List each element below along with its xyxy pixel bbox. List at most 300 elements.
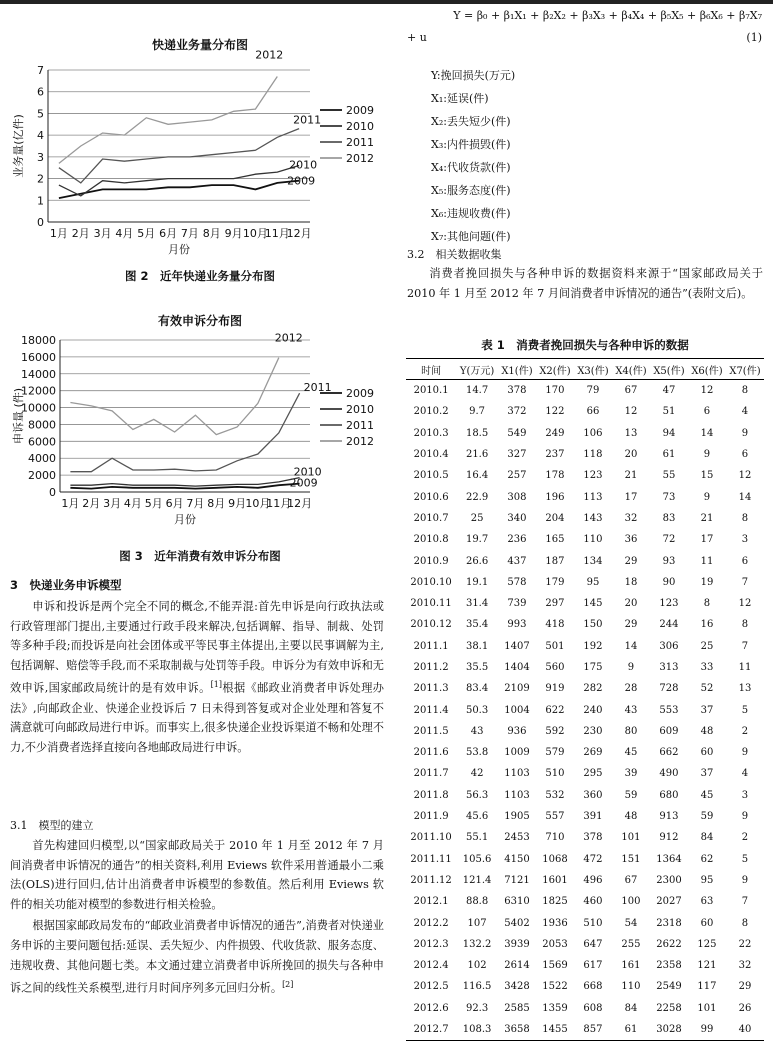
table-cell: 3939 [504, 938, 530, 950]
table-cell: 21.6 [465, 449, 489, 461]
table-cell: 608 [583, 1002, 603, 1014]
y-tick-label: 5 [37, 107, 44, 121]
table-cell: 9 [741, 747, 749, 759]
variable-item: X₃:内件损毁(件) [431, 138, 511, 151]
table-cell: 255 [621, 938, 641, 950]
table-cell: 2011.1 [413, 640, 449, 652]
table-cell: 38.1 [465, 640, 489, 652]
table-cell: 37 [700, 704, 714, 716]
table-cell: 1936 [542, 917, 568, 929]
table-cell: 2011.10 [410, 832, 452, 844]
table-cell: 63 [700, 896, 714, 908]
table-row [406, 572, 764, 593]
table-cell: 19.1 [465, 576, 489, 588]
y-tick-label: 2 [37, 172, 44, 186]
x-tick-label: 3月 [93, 227, 112, 240]
table-cell: 14 [700, 427, 714, 439]
x-tick-label: 7月 [180, 227, 199, 240]
table-cell: 710 [545, 832, 565, 844]
table-cell: 308 [507, 491, 527, 503]
y-axis-label: 业务量(亿件) [12, 114, 25, 178]
table-cell: 857 [574, 1019, 612, 1041]
table-cell: 391 [583, 811, 603, 823]
fig3-chart [10, 330, 390, 530]
table-cell: 460 [583, 896, 603, 908]
table-cell: 2012.4 [413, 960, 449, 972]
table-cell: 12 [700, 385, 714, 397]
x-tick-label: 1月 [49, 227, 68, 240]
y-tick-label: 2000 [28, 469, 56, 483]
table-cell: 95 [586, 576, 600, 588]
fig3-caption: 图 3 近年消费有效申诉分布图 [119, 549, 281, 563]
fig2-chart [10, 48, 390, 262]
equation-line2: + u [407, 31, 427, 44]
table-cell: 118 [583, 449, 603, 461]
table-cell: 45.6 [465, 811, 489, 823]
table-cell: 22.9 [465, 491, 489, 503]
table-cell: 18 [624, 576, 638, 588]
table-cell: 3428 [504, 981, 530, 993]
table-cell: 549 [507, 427, 527, 439]
x-tick-label: 12月 [287, 497, 313, 510]
table-cell: 496 [583, 874, 603, 886]
table-row [406, 785, 764, 806]
variable-item: X₁:延误(件) [431, 92, 489, 105]
table-cell: 680 [659, 789, 679, 801]
table-cell: 340 [507, 512, 527, 524]
table-cell: 175 [583, 662, 603, 673]
table-cell: 230 [583, 725, 603, 737]
table-row [406, 380, 764, 402]
table-cell: 170 [545, 385, 565, 397]
table-row [406, 444, 764, 465]
series-end-label: 2012 [274, 331, 303, 345]
table-cell: 12 [738, 470, 752, 482]
table-cell: 9 [741, 427, 749, 439]
table-cell: 84 [700, 832, 714, 844]
table-cell: 912 [659, 832, 679, 844]
series-line-2011 [59, 129, 299, 183]
table-row [406, 657, 764, 678]
table-cell: 9 [741, 874, 749, 886]
x-tick-label: 8月 [207, 497, 226, 510]
table-cell: 22 [738, 938, 752, 950]
table-cell: 110 [621, 981, 641, 993]
table-cell: 67 [624, 874, 638, 886]
legend-label: 2009 [346, 387, 374, 400]
table-row [406, 976, 764, 997]
table-cell: 7 [741, 576, 749, 588]
table-cell: 92.3 [465, 1002, 489, 1014]
table-cell: 43 [624, 704, 638, 716]
table-cell: 553 [659, 704, 679, 716]
table-cell: 83.4 [465, 683, 489, 695]
table-cell: 2010.11 [410, 598, 452, 610]
x-tick-label: 12月 [286, 227, 312, 240]
table-row [406, 998, 764, 1019]
x-tick-label: 9月 [224, 227, 243, 240]
table-cell: 2012.2 [413, 917, 449, 929]
table-cell: 7 [741, 896, 749, 908]
table-cell: 61 [662, 449, 676, 461]
table-cell: 249 [545, 427, 565, 439]
table-cell: 26.6 [465, 555, 489, 567]
table-cell: 165 [545, 534, 565, 546]
table-cell: 269 [583, 747, 603, 759]
table-cell: 1004 [504, 704, 530, 716]
y-tick-label: 1 [37, 194, 44, 208]
series-line-2009 [59, 181, 299, 198]
table-cell: 5 [741, 704, 749, 716]
table-cell: 25 [470, 512, 484, 524]
table-cell: 99 [688, 1019, 726, 1041]
series-line-2011 [70, 393, 299, 472]
table-row [406, 955, 764, 976]
table-row [406, 849, 764, 870]
legend-label: 2009 [346, 104, 374, 117]
table-row [406, 827, 764, 848]
table-cell: 8 [741, 512, 749, 524]
y-tick-label: 7 [37, 64, 44, 77]
table-cell: 117 [697, 981, 717, 993]
table-cell: 45 [700, 789, 714, 801]
section31-para: 首先构建回归模型,以“国家邮政局关于 2010 年 1 月至 2012 年 7 月间消费者申诉情况的通告”的相关资料,利用 Eviews 软件采用普通最小二乘法(OLS)进行回归,估计出消费者申诉模型的参数值。然后利用 Eviews 软件的相关功能对模型的参数进行相关检验。 [10, 839, 384, 911]
table-cell: 121.4 [462, 874, 492, 886]
table-row [406, 763, 764, 784]
table-cell: 510 [545, 768, 565, 780]
y-axis-label: 申诉量 (件) [12, 387, 25, 445]
table-cell: 121 [697, 960, 717, 972]
table-cell: 437 [507, 555, 527, 567]
table-cell: 29 [738, 981, 752, 993]
table-cell: 12 [624, 406, 638, 418]
section3-heading: 3 快递业务申诉模型 [10, 578, 122, 592]
table-cell: 14.7 [465, 385, 489, 397]
table-header-row [406, 359, 764, 380]
table-cell: 306 [659, 640, 679, 652]
table-row [406, 486, 764, 507]
table-header-cell: X5(件) [650, 359, 688, 380]
x-tick-label: 11月 [264, 227, 290, 240]
table-cell: 20 [624, 449, 638, 461]
ref1-marker: [1] [210, 680, 222, 690]
table-cell: 192 [583, 640, 603, 652]
x-tick-label: 2月 [71, 227, 90, 240]
table-cell: 54 [624, 917, 638, 929]
table-cell: 32 [738, 960, 752, 972]
table-cell: 2011.7 [413, 768, 449, 780]
table-cell: 2585 [504, 1002, 530, 1014]
y-tick-label: 16000 [21, 350, 56, 364]
table-cell: 501 [545, 640, 565, 652]
table-cell: 11 [738, 662, 752, 673]
table-row [406, 934, 764, 955]
table-cell: 4 [741, 768, 749, 780]
table-cell: 327 [507, 449, 527, 461]
table-cell: 9.7 [469, 406, 486, 418]
table-cell: 6 [703, 406, 711, 418]
table-cell: 936 [507, 725, 527, 737]
ref2-marker: [2] [282, 980, 294, 990]
table-cell: 3028 [650, 1019, 688, 1041]
table-cell: 2053 [542, 938, 568, 950]
table-cell: 8 [741, 385, 749, 397]
table-header-cell: X2(件) [536, 359, 574, 380]
table-cell: 42 [470, 768, 484, 780]
table-cell: 8 [741, 619, 749, 631]
table-cell: 2011.9 [413, 811, 449, 823]
table-row [406, 593, 764, 614]
table-cell: 60 [700, 747, 714, 759]
y-tick-label: 4 [37, 129, 44, 143]
table-cell: 16 [700, 619, 714, 631]
variable-item: Y:挽回损失(万元) [431, 69, 516, 82]
table-row [406, 742, 764, 763]
table-cell: 19 [700, 576, 714, 588]
series-end-label: 2009 [287, 174, 316, 188]
table-cell: 8 [741, 917, 749, 929]
table-cell: 13 [624, 427, 638, 439]
equation-number: (1) [746, 31, 762, 44]
x-tick-label: 8月 [202, 227, 221, 240]
table-cell: 728 [659, 683, 679, 695]
y-tick-label: 6 [37, 85, 44, 99]
x-tick-label: 10月 [245, 497, 271, 510]
table-row [406, 550, 764, 571]
table-cell: 187 [545, 555, 565, 567]
table-cell: 36 [624, 534, 638, 546]
table-cell: 19.7 [465, 534, 489, 546]
x-tick-label: 5月 [137, 227, 156, 240]
table-cell: 1905 [504, 811, 530, 823]
table-cell: 2010.4 [413, 449, 449, 461]
legend-label: 2011 [346, 136, 374, 149]
table-cell: 123 [583, 470, 603, 482]
table-cell: 61 [612, 1019, 650, 1041]
table-cell: 297 [545, 598, 565, 610]
table-cell: 2011.2 [413, 662, 449, 673]
table-cell: 12 [738, 598, 752, 610]
table-cell: 1364 [656, 853, 682, 865]
table-cell: 17 [624, 491, 638, 503]
table-cell: 2011.5 [413, 725, 449, 737]
table1-title: 表 1 消费者挽回损失与各种申诉的数据 [481, 338, 689, 352]
legend-label: 2012 [346, 435, 374, 448]
legend-label: 2012 [346, 152, 374, 165]
table-cell: 378 [507, 385, 527, 397]
table-cell: 105.6 [462, 853, 492, 865]
table-cell: 29 [624, 555, 638, 567]
table-cell: 1009 [504, 747, 530, 759]
table-cell: 1103 [504, 768, 530, 780]
equation-line1: Y = β₀ + β₁X₁ + β₂X₂ + β₃X₃ + β₄X₄ + β₅X₅ + β₆X₆ + β₇X₇ [453, 9, 762, 22]
x-axis-label: 月份 [168, 243, 190, 256]
table-row [406, 870, 764, 891]
table-cell: 622 [545, 704, 565, 716]
x-tick-label: 6月 [165, 497, 184, 510]
table-cell: 48 [700, 725, 714, 737]
table-cell: 45 [624, 747, 638, 759]
table-cell: 378 [583, 832, 603, 844]
variable-item: X₄:代收货款(件) [431, 161, 511, 174]
table-row [406, 636, 764, 657]
series-end-label: 2012 [255, 48, 284, 62]
series-line-2010 [70, 478, 299, 487]
legend-label: 2010 [346, 120, 374, 133]
table-cell: 739 [507, 598, 527, 610]
x-tick-label: 10月 [242, 227, 268, 240]
table-cell: 53.8 [465, 747, 489, 759]
table-cell: 1522 [542, 981, 568, 993]
table-cell: 102 [467, 960, 487, 972]
table-cell: 50.3 [465, 704, 489, 716]
table-cell: 32 [624, 512, 638, 524]
table-cell: 21 [700, 512, 714, 524]
table-header-cell: X3(件) [574, 359, 612, 380]
table-cell: 2 [741, 725, 749, 737]
table-cell: 295 [583, 768, 603, 780]
series-end-label: 2011 [293, 113, 322, 127]
table-cell: 73 [662, 491, 676, 503]
legend-label: 2010 [346, 403, 374, 416]
table-cell: 1455 [536, 1019, 574, 1041]
table-row [406, 678, 764, 699]
table-cell: 93 [662, 555, 676, 567]
fig3-title: 有效申诉分布图 [157, 314, 242, 328]
table-row [406, 699, 764, 720]
variable-item: X₅:服务态度(件) [431, 184, 511, 197]
table-cell: 79 [586, 385, 600, 397]
x-tick-label: 2月 [82, 497, 101, 510]
table-cell: 14 [738, 491, 752, 503]
x-tick-label: 3月 [103, 497, 122, 510]
table-cell: 2012.6 [413, 1002, 449, 1014]
table-cell: 557 [545, 811, 565, 823]
table-cell: 609 [659, 725, 679, 737]
series-end-label: 2009 [289, 476, 318, 490]
para1b-text: 根据《邮政业消费者申诉处理办法》,向邮政企业、快递企业投诉后 7 日未得到答复或对企业处理和答复不满意就可向邮政局进行申诉。而事实上,很多快递企业投诉渠道不畅和处理不力,不少消费者选择直接向各地邮政局进行申诉。 [10, 682, 384, 754]
table-cell: 14 [624, 640, 638, 652]
table-cell: 150 [583, 619, 603, 631]
table-cell: 107 [467, 917, 487, 929]
y-tick-label: 8000 [28, 418, 56, 432]
table-cell: 123 [659, 598, 679, 610]
table-cell: 116.5 [462, 981, 492, 993]
table-cell: 95 [700, 874, 714, 886]
table-row [406, 1019, 764, 1041]
table-cell: 1404 [504, 662, 530, 673]
table-cell: 2011.11 [410, 853, 452, 865]
y-tick-label: 12000 [21, 384, 56, 398]
table-cell: 66 [586, 406, 600, 418]
table-cell: 26 [738, 1002, 752, 1014]
table-cell: 35.5 [465, 662, 489, 673]
variable-item: X₂:丢失短少(件) [431, 115, 511, 128]
table-cell: 88.8 [465, 896, 489, 908]
table-cell: 2318 [656, 917, 682, 929]
y-tick-label: 0 [49, 486, 56, 499]
table-cell: 2011.3 [413, 683, 449, 695]
table-cell: 31.4 [465, 598, 489, 610]
x-tick-label: 4月 [115, 227, 134, 240]
table-cell: 29 [624, 619, 638, 631]
y-tick-label: 6000 [28, 435, 56, 449]
series-end-label: 2010 [293, 465, 322, 479]
para3-text: 根据国家邮政局发布的“邮政业消费者申诉情况的通告”,消费者对快递业务申诉的主要问题包括:延误、丢失短少、内件损毁、代收货款、服务态度、违规收费、其他问题七类。本文通过建立消费者申诉所挽回的损失与各种申诉之间的线性关系模型,进行月时间序列多元回归分析。 [10, 919, 384, 995]
table-cell: 143 [583, 512, 603, 524]
table-cell: 59 [624, 789, 638, 801]
table-cell: 101 [621, 832, 641, 844]
table-cell: 4 [741, 406, 749, 418]
table-cell: 161 [621, 960, 641, 972]
table-cell: 919 [545, 683, 565, 695]
table-cell: 90 [662, 576, 676, 588]
table-cell: 1825 [542, 896, 568, 908]
table-cell: 1569 [542, 960, 568, 972]
y-tick-label: 0 [37, 216, 44, 229]
table-cell: 52 [700, 683, 714, 695]
table-cell: 490 [659, 768, 679, 780]
section32-heading: 3.2 相关数据收集 [407, 248, 502, 261]
table-cell: 18.5 [465, 427, 489, 439]
table-cell: 668 [583, 981, 603, 993]
table-cell: 15 [700, 470, 714, 482]
x-tick-label: 6月 [159, 227, 178, 240]
table-cell: 8 [703, 598, 711, 610]
table-cell: 196 [545, 491, 565, 503]
table-cell: 55.1 [465, 832, 489, 844]
x-tick-label: 9月 [228, 497, 247, 510]
table-cell: 151 [621, 853, 641, 865]
table-cell: 2012.1 [413, 896, 449, 908]
table-row [406, 423, 764, 444]
table-cell: 2010.9 [413, 555, 449, 567]
table-cell: 4150 [504, 853, 530, 865]
table-cell: 13 [738, 683, 752, 695]
table-cell: 132.2 [462, 938, 492, 950]
table-cell: 106 [583, 427, 603, 439]
table-cell: 3 [741, 534, 749, 546]
y-tick-label: 4000 [28, 452, 56, 466]
table-header-cell: X6(件) [688, 359, 726, 380]
table-cell: 2010.2 [413, 406, 449, 418]
x-tick-label: 4月 [123, 497, 142, 510]
series-end-label: 2010 [289, 158, 318, 172]
table-row [406, 891, 764, 912]
table-cell: 7121 [504, 874, 530, 886]
table-cell: 39 [624, 768, 638, 780]
fig2-caption: 图 2 近年快递业务量分布图 [124, 269, 275, 283]
table-cell: 6 [741, 449, 749, 461]
table-cell: 2012.7 [406, 1019, 456, 1041]
table-cell: 2010.1 [413, 385, 449, 397]
table-cell: 2011.6 [413, 747, 449, 759]
table-cell: 145 [583, 598, 603, 610]
table-header-cell: X4(件) [612, 359, 650, 380]
table-cell: 28 [624, 683, 638, 695]
table-cell: 2010.12 [410, 619, 452, 631]
table-cell: 100 [621, 896, 641, 908]
table-cell: 94 [662, 427, 676, 439]
table-cell: 21 [624, 470, 638, 482]
table-cell: 1359 [542, 1002, 568, 1014]
table-cell: 178 [545, 470, 565, 482]
table-cell: 35.4 [465, 619, 489, 631]
table-cell: 2010.6 [413, 491, 449, 503]
variable-item: X₇:其他问题(件) [431, 230, 511, 243]
table-cell: 2010.7 [413, 512, 449, 524]
table-cell: 560 [545, 662, 565, 673]
